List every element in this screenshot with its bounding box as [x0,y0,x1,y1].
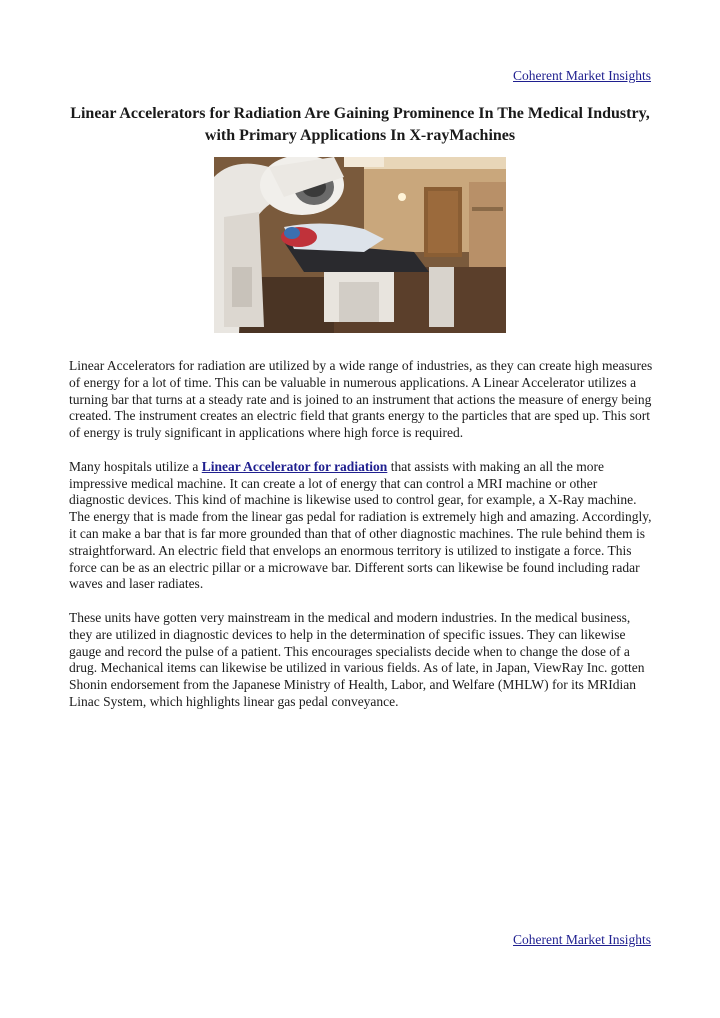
article-body [69,358,654,728]
paragraph-3: These units have gotten very mainstream in the medical and modern industries. In the medical business, they are utilized in diagnostic devices to help in the determination of specific issues. They can likewise gauge and record the pulse of a patient. This encourages specialists decide when to change the dose of a drug. Mechanical items can likewise be utilized in various fields. As of late, in Japan, ViewRay Inc. gotten Shonin endorsement from the Japanese Ministry of Health, Labor, and Welfare (MHLW) for its MRIdian Linac System, which highlights linear gas pedal conveyance. [69,609,645,709]
linear-accelerator-link[interactable]: Linear Accelerator for radiation [201,458,388,474]
footer-brand-link[interactable]: Coherent Market Insights [513,932,651,947]
paragraph-1: Linear Accelerators for radiation are utilized by a wide range of industries, as they can create high measures of energy for a lot of time. This can be valuable in numerous applications. A Linear Accelerator utilizes a turning bar that turns at a steady rate and is joined to an instrument that actions the measure of energy being created. The instrument creates an electric field that grants energy to the particles that are sped up. This sort of energy is truly significant in applications where high force is required. [69,358,653,441]
paragraph-2-lead: Many hospitals utilize a [69,458,202,474]
page-title: Linear Accelerators for Radiation Are Gaining Prominence In The Medical Industry, with Primary Applications In X-rayMachines [70,105,650,144]
paragraph-2-rest: that assists with making an all the more impressive medical machine. It can create a lot of energy that can control a MRI machine or other diagnostic devices. This kind of machine is likewise used to control gear, for example, a X-Ray machine. The energy that is made from the linear gas pedal for radiation is extremely high and amazing. Accordingly, it can make a bar that is far more grounded than that of other diagnostic machines. The rule behind them is straightforward. An electric field that envelops an enormous territory is utilized to instigate a force. This force can be as an electric pillar or a microwave bar. Different sorts can likewise be found including radar waves and laser radiates. [69,458,652,592]
paragraph-2 [69,459,654,593]
header-brand-link[interactable]: Coherent Market Insights [513,68,651,83]
linear-accelerator-photo [214,157,506,333]
